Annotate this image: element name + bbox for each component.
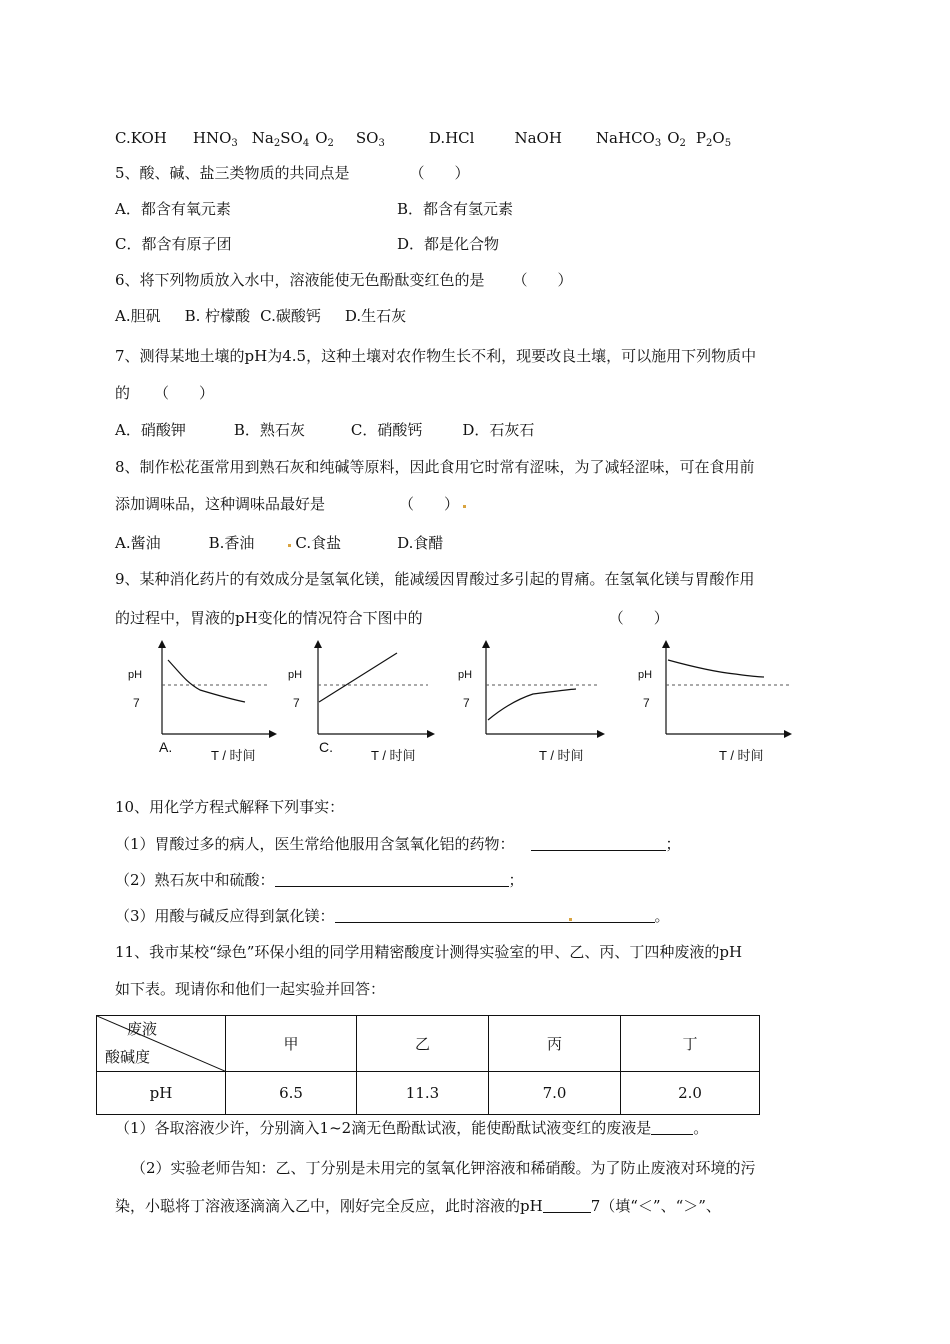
table-row-label: pH: [97, 1072, 226, 1115]
option-label: C.: [319, 739, 333, 755]
q10-stem: 10、用化学方程式解释下列事实：: [115, 798, 345, 816]
q10-part-1: [115, 834, 681, 854]
q8-stem-2: 添加调味品，这种调味品最好是: [115, 495, 326, 513]
q4-d-prefix: D.HCl: [428, 129, 475, 147]
table-header-jia: 甲: [226, 1016, 357, 1072]
q7-answer-paren: （ ）: [154, 384, 215, 402]
q9-stem-2: 的过程中，胃液的pH变化的情况符合下图中的: [115, 609, 423, 627]
seven-label: 7: [463, 696, 470, 710]
q8-options-line: [115, 533, 443, 553]
q11-part-2a: （2）实验老师告知：乙、丁分别是未用完的氢氧化钾溶液和稀硝酸。为了防止废液对环境的污: [131, 1159, 756, 1177]
q8-option-a: A.酱油: [115, 534, 161, 552]
q10-part-2: [115, 870, 524, 890]
q8-answer-paren: （ ）: [399, 495, 460, 513]
stray-dot: [288, 544, 291, 547]
x-axis-arrow: [597, 730, 605, 738]
q11-stem-2: 如下表。现请你和他们一起实验并回答：: [115, 980, 386, 998]
q7-option-a: A．硝酸钾: [115, 421, 186, 439]
q10-answer-blank-2[interactable]: [275, 872, 509, 887]
table-cell-yi: 11.3: [357, 1072, 489, 1115]
q9-stem-line-2: [115, 608, 669, 628]
q10-part-2-end: ；: [508, 871, 524, 889]
q4-c-hno3: $HNO_3$: [192, 129, 238, 149]
seven-label: 7: [643, 696, 650, 710]
table-header-row: [97, 1016, 760, 1072]
ph-graph-c: [285, 638, 445, 772]
q4-d-p2o5: $P_2O_5$: [695, 129, 732, 149]
y-axis-arrow: [314, 640, 322, 648]
q10-answer-blank-3[interactable]: [335, 908, 655, 923]
q10-part-2-text: （2）熟石灰中和硫酸：: [115, 871, 275, 889]
ph-label: pH: [288, 669, 303, 681]
q6-stem: 6、将下列物质放入水中，溶液能使无色酚酞变红色的是: [115, 271, 485, 289]
q7-option-c: C．硝酸钙: [350, 421, 423, 439]
q6-answer-paren: （ ）: [512, 271, 573, 289]
q10-answer-blank-1[interactable]: [531, 836, 666, 851]
q11-part-1-end: 。: [693, 1119, 709, 1137]
x-axis-label: T / 时间: [539, 748, 584, 763]
q6-option-d: D.生石灰: [344, 307, 407, 325]
q4-c-o2: $O_2$: [315, 129, 334, 149]
q8-option-c: C.食盐: [295, 534, 342, 552]
stray-dot: [569, 918, 572, 921]
q4-d-o2: $O_2$: [667, 129, 686, 149]
q11-answer-blank-1[interactable]: [651, 1120, 693, 1135]
corner-bottom-label: 酸碱度: [105, 1048, 151, 1066]
q7-option-b: B．熟石灰: [233, 421, 305, 439]
y-axis-arrow: [662, 640, 670, 648]
q4-d-nahco3: NaHCO$_3$: [595, 129, 662, 149]
q11-stem-1: 11、我市某校“绿色”环保小组的同学用精密酸度计测得实验室的甲、乙、丙、丁四种废液的pH: [115, 943, 743, 961]
q5-stem: 5、酸、碱、盐三类物质的共同点是: [115, 164, 350, 182]
q9-answer-paren: （ ）: [608, 609, 669, 627]
x-axis-arrow: [269, 730, 277, 738]
q5-stem-line: [115, 163, 470, 183]
q6-option-a: A.胆矾: [115, 307, 161, 325]
ph-graph-3-svg: [455, 638, 615, 768]
q4-c-prefix: C.KOH: [115, 129, 167, 147]
table-header-yi: 乙: [357, 1016, 489, 1072]
table-header-ding: 丁: [621, 1016, 760, 1072]
ph-curve: [168, 660, 245, 702]
ph-curve: [668, 660, 764, 677]
q6-option-b: B. 柠檬酸: [184, 307, 251, 325]
q10-part-1-text: （1）胃酸过多的病人，医生常给他服用含氢氧化铝的药物：: [115, 835, 515, 853]
q8-option-d: D.食醋: [397, 534, 444, 552]
ph-graph-c-svg: [285, 638, 445, 768]
ph-graph-4: [635, 638, 805, 772]
q6-stem-line: [115, 270, 573, 290]
table-row: [97, 1072, 760, 1115]
q11-part-2b-text: 染，小聪将丁溶液逐滴滴入乙中，刚好完全反应，此时溶液的pH: [115, 1197, 543, 1215]
q4-d-naoh: NaOH: [514, 129, 562, 147]
q11-part-2b: [115, 1196, 721, 1216]
ph-label: pH: [638, 669, 653, 681]
q11-part-1: [115, 1118, 708, 1138]
ph-table: [96, 1015, 760, 1115]
q4-c-na2so4: $Na_2SO_4$: [251, 129, 310, 149]
ph-curve: [488, 689, 576, 720]
table-cell-ding: 2.0: [621, 1072, 760, 1115]
q5-option-c: C．都含有原子团: [115, 235, 232, 253]
q7-stem-1: 7、测得某地土壤的pH为4.5，这种土壤对农作物生长不利，现要改良土壤，可以施用下列物质中: [115, 347, 757, 365]
q11-answer-blank-2[interactable]: [543, 1198, 591, 1213]
ph-graph-a-svg: [125, 638, 285, 768]
q4-options-line: [115, 128, 731, 154]
x-axis-label: T / 时间: [211, 748, 256, 763]
table-cell-bing: 7.0: [489, 1072, 621, 1115]
q7-options-line: [115, 420, 534, 440]
ph-label: pH: [128, 669, 143, 681]
q11-part-1-text: （1）各取溶液少许，分别滴入1~2滴无色酚酞试液，能使酚酞试液变红的废液是: [115, 1119, 652, 1137]
q6-options-line: [115, 306, 406, 326]
q5-option-a: A．都含有氧元素: [115, 200, 231, 218]
y-axis-arrow: [482, 640, 490, 648]
corner-top-label: 废液: [127, 1020, 158, 1038]
q5-answer-paren: （ ）: [409, 164, 470, 182]
ph-curve: [319, 653, 397, 702]
ph-label: pH: [458, 669, 473, 681]
option-label: A.: [159, 739, 173, 755]
table-corner-cell: [97, 1016, 226, 1072]
y-axis-arrow: [158, 640, 166, 648]
seven-label: 7: [133, 696, 140, 710]
table-header-bing: 丙: [489, 1016, 621, 1072]
q4-c-so3: $SO_3$: [355, 129, 385, 149]
q8-stem-line-2: [115, 494, 466, 514]
x-axis-arrow: [784, 730, 792, 738]
x-axis-label: T / 时间: [371, 748, 416, 763]
q5-option-b: B．都含有氢元素: [397, 200, 514, 218]
ph-graph-4-svg: [635, 638, 805, 768]
q7-stem-2: 的: [115, 384, 131, 402]
q10-part-3: [115, 906, 670, 926]
x-axis-label: T / 时间: [719, 748, 764, 763]
q9-stem-1: 9、某种消化药片的有效成分是氢氧化镁，能减缓因胃酸过多引起的胃痛。在氢氧化镁与胃酸作用: [115, 570, 755, 588]
stray-dot: [463, 505, 466, 508]
q7-option-d: D．石灰石: [462, 421, 535, 439]
q10-part-3-end: 。: [654, 907, 670, 925]
q11-part-2b-end: 7（填“＜”、“＞”、: [590, 1197, 721, 1215]
q10-part-3-text: （3）用酸与碱反应得到氯化镁：: [115, 907, 335, 925]
q10-part-1-end: ；: [665, 835, 681, 853]
ph-graph-3: [455, 638, 615, 772]
table-cell-jia: 6.5: [226, 1072, 357, 1115]
q6-option-c: C.碳酸钙: [260, 307, 321, 325]
q8-stem-1: 8、制作松花蛋常用到熟石灰和纯碱等原料，因此食用它时常有涩味，为了减轻涩味，可在食用前: [115, 458, 755, 476]
q5-option-d: D．都是化合物: [397, 235, 500, 253]
ph-graph-a: [125, 638, 285, 772]
seven-label: 7: [293, 696, 300, 710]
q7-stem-line-2: [115, 383, 214, 403]
x-axis-arrow: [427, 730, 435, 738]
q8-option-b: B.香油: [208, 534, 255, 552]
